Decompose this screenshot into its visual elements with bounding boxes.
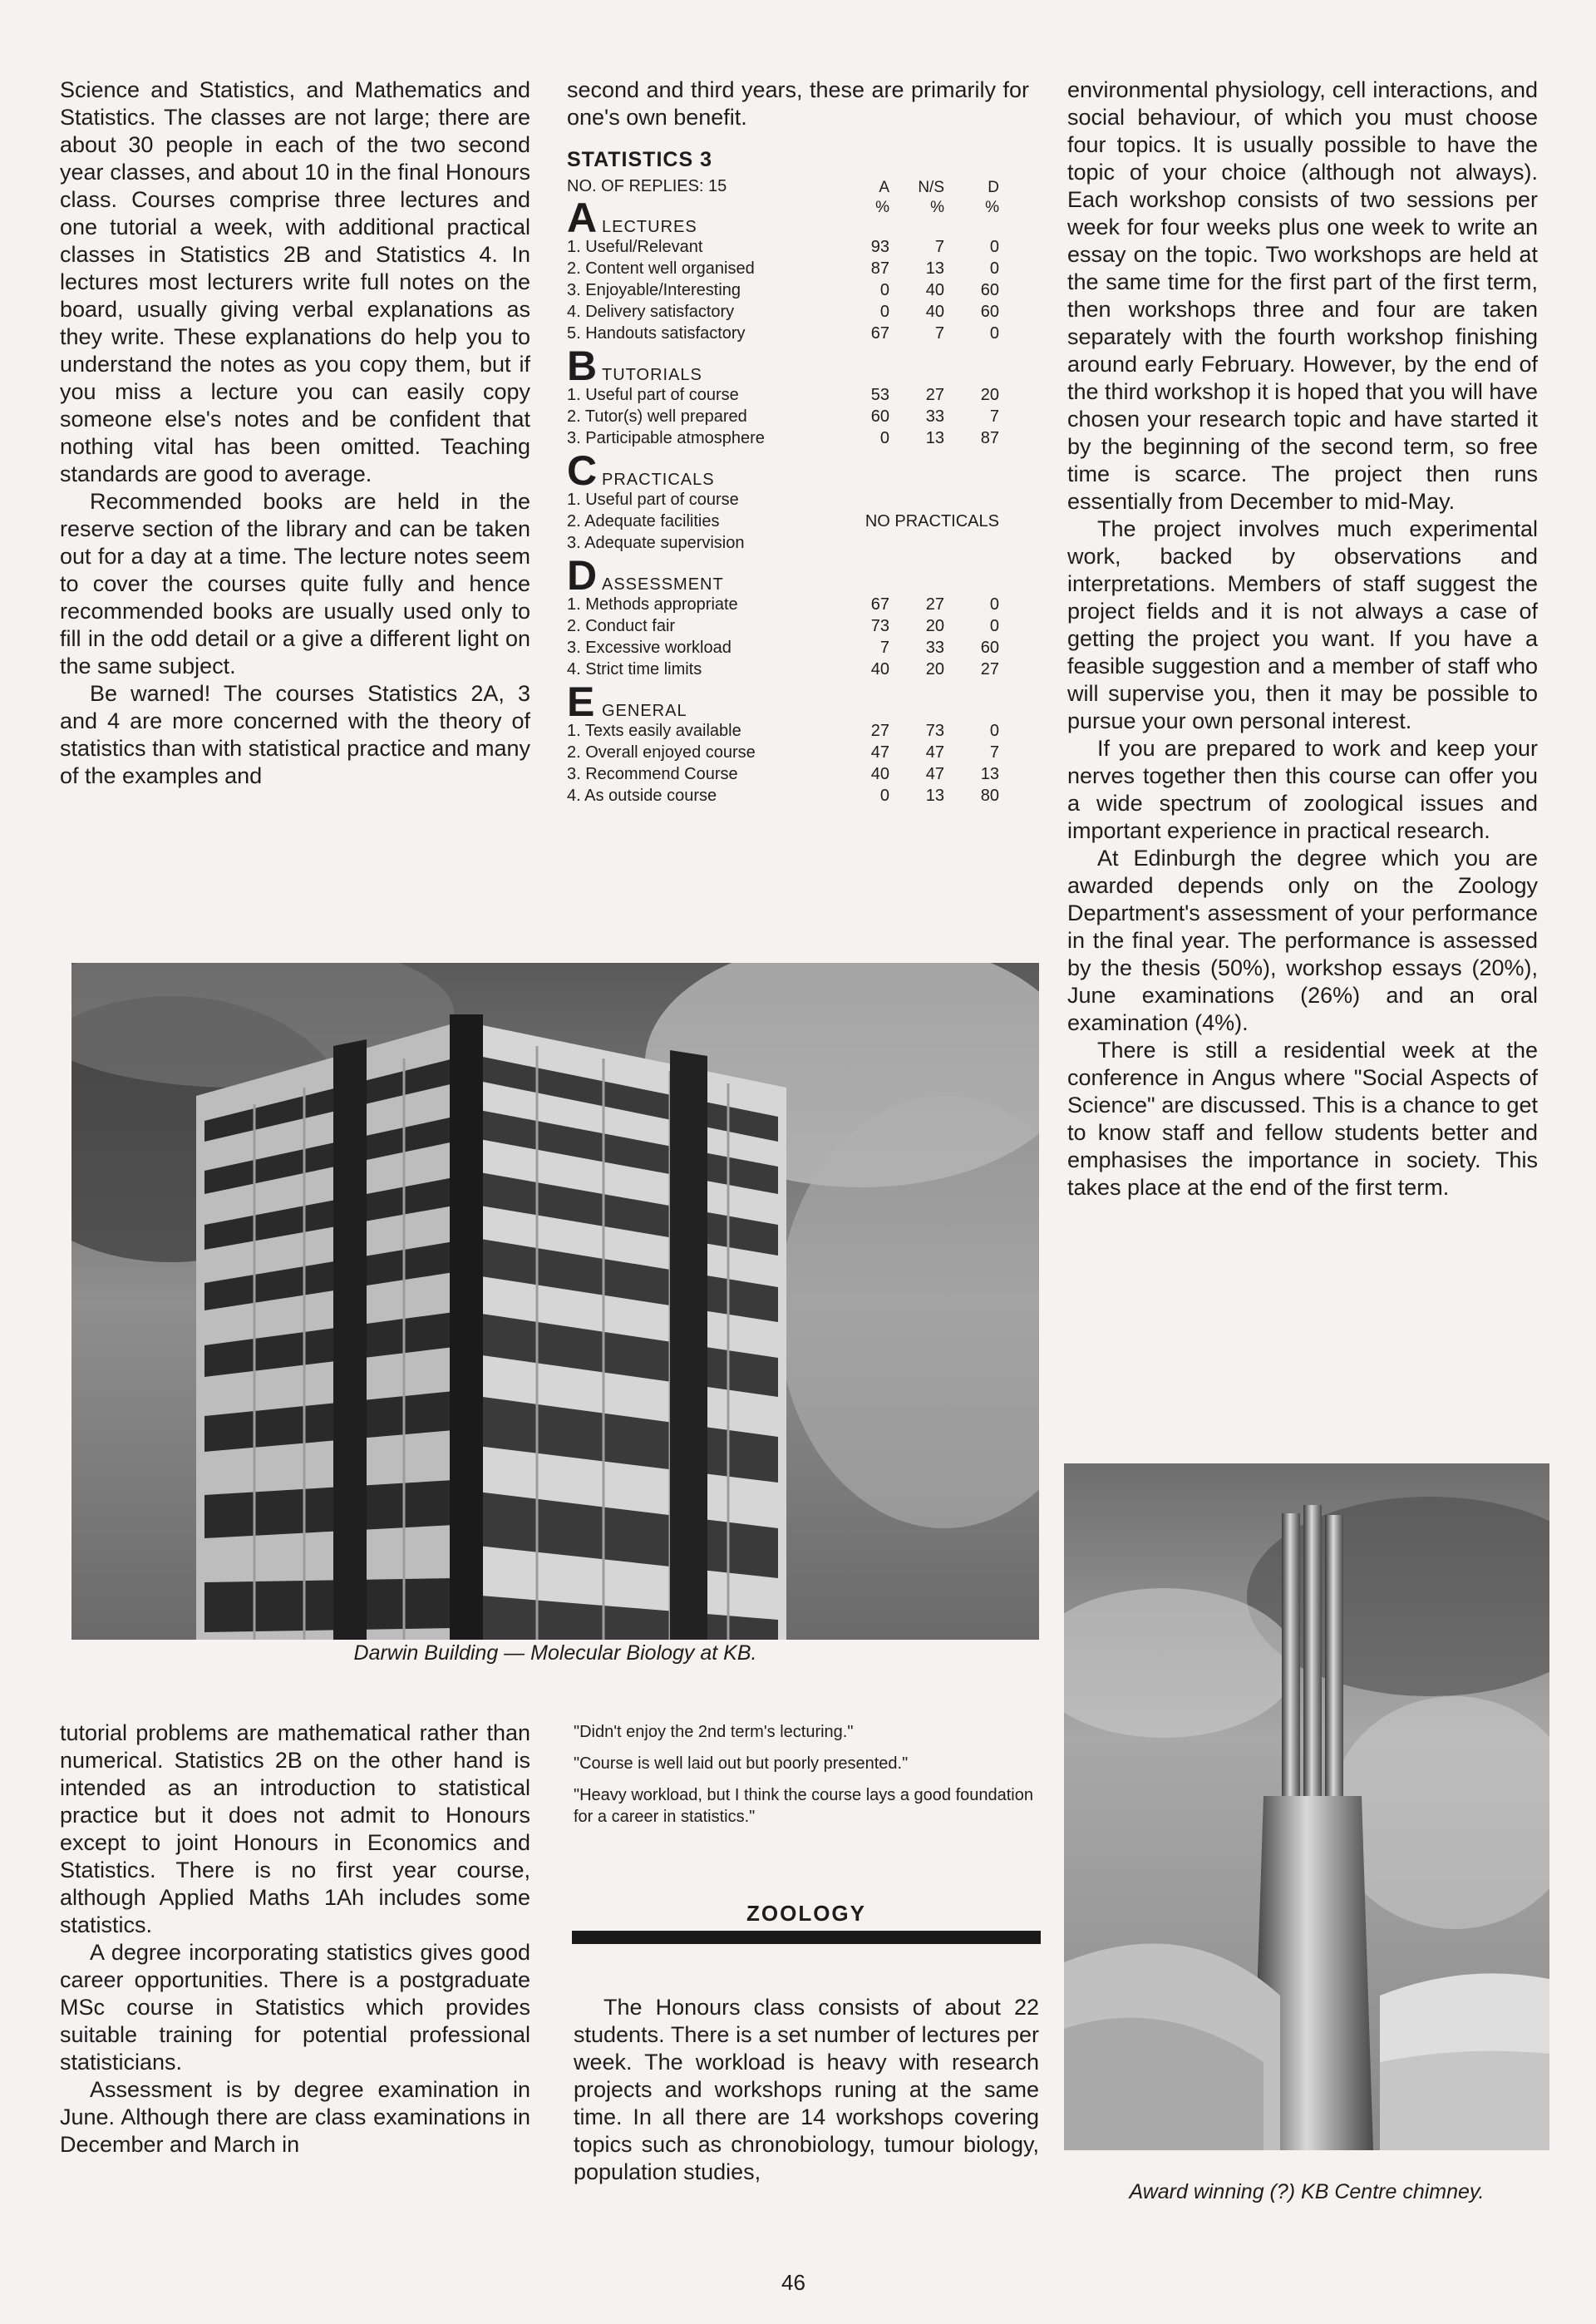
- stats-row: [567, 659, 1029, 680]
- row-value-a: [835, 532, 889, 554]
- row-value-a: 0: [879, 303, 889, 321]
- row-value-d: 0: [989, 238, 999, 256]
- paragraph: At Edinburgh the degree which you are awarded depends only on the Zoology Department's assessment of your performance in the final year. The performance is assessed by the thesis (50%), workshop essays (20%), June examinations (26%) and an oral examination (4%).: [1067, 846, 1538, 1035]
- column-1-bottom-text: [60, 1720, 530, 2159]
- building-photo-image: [71, 963, 1039, 1640]
- row-label: 1. Methods appropriate: [567, 595, 738, 614]
- row-label: 4. As outside course: [567, 787, 717, 805]
- row-value-ns: 33: [925, 407, 944, 426]
- row-label: 3. Adequate supervision: [567, 534, 745, 552]
- quote: "Course is well laid out but poorly presented.": [574, 1754, 909, 1773]
- row-value-a: 67: [870, 595, 889, 614]
- stats-row: [567, 742, 1029, 763]
- stats-row: [567, 279, 1029, 301]
- column-header: N/S: [918, 179, 944, 196]
- row-value-a: 67: [870, 324, 889, 343]
- row-value-d: 60: [980, 281, 999, 299]
- paragraph: tutorial problems are mathematical rather than numerical. Statistics 2B on the other hand is intended as an introduction to statistical practice but it does not admit to Honours except to joint Honours in Economics and Statistics. There is no first year course, although Applied Maths 1Ah includes some statistics.: [60, 1720, 530, 1937]
- row-label: 1. Useful part of course: [567, 386, 739, 404]
- stats-row: [567, 258, 1029, 279]
- chimney-photo: [1064, 1463, 1549, 2150]
- row-value-a: 40: [870, 660, 889, 678]
- student-quotes: [574, 1721, 1039, 1838]
- section-letter: A: [567, 195, 598, 241]
- column-header: A: [879, 179, 889, 196]
- row-value-ns: 13: [925, 787, 944, 805]
- stats-section-header: [567, 447, 1029, 494]
- section-letter: B: [567, 343, 598, 389]
- row-value-d: 0: [989, 617, 999, 635]
- row-value-ns: 20: [925, 617, 944, 635]
- photo1-caption: Darwin Building — Molecular Biology at KB.: [353, 1641, 757, 1665]
- row-value-a: 60: [870, 407, 889, 426]
- row-label: 2. Adequate facilities: [567, 512, 720, 530]
- row-value-ns: 13: [925, 429, 944, 447]
- paragraph: Recommended books are held in the reserve section of the library and can be taken out for a day at a time. The lecture notes seem to cover the courses quite fully and hence recommended books are usually used only to fill in the odd detail or a give a different light on the same subject.: [60, 489, 530, 678]
- row-value-d: 27: [980, 660, 999, 678]
- row-value-d: 87: [980, 429, 999, 447]
- row-value-d: 0: [989, 595, 999, 614]
- row-label: 2. Overall enjoyed course: [567, 743, 756, 762]
- column-2-top: [567, 76, 1029, 807]
- stats-row: [567, 763, 1029, 785]
- stats-row: [567, 489, 1029, 511]
- photo2-caption: Award winning (?) KB Centre chimney.: [1129, 2180, 1485, 2203]
- row-value-ns: 47: [925, 765, 944, 783]
- row-label: 3. Excessive workload: [567, 639, 732, 657]
- row-value-a: 93: [870, 238, 889, 256]
- column-header: D: [988, 179, 999, 196]
- row-value-d: 7: [989, 407, 999, 426]
- stats-row: [567, 532, 1029, 554]
- row-value-a: 0: [879, 429, 889, 447]
- zoology-text: [574, 1994, 1039, 2186]
- stats-row: [567, 720, 1029, 742]
- paragraph: There is still a residential week at the conference in Angus where "Social Aspects of Science" are discussed. This is a chance to get to know staff and fellow students better and emphasises the importance in society. This takes place at the end of the first term.: [1067, 1038, 1538, 1200]
- paragraph: Science and Statistics, and Mathematics and Statistics. The classes are not large; there are about 30 people in each of the two second year classes, and about 10 in the final Honours class. Courses comprise three lectures and one tutorial a week, with additional practical classes in Statistics 2B and Statistics 4. In lectures most lecturers write full notes on the board, usually giving verbal explanations as they write. These explanations do help you to understand the notes as you copy them, but if you miss a lecture you can easily copy someone else's notes and be confident that nothing vital has been omitted. Teaching standards are good to average.: [60, 77, 530, 486]
- row-label: 5. Handouts satisfactory: [567, 324, 746, 343]
- row-value-a: 27: [870, 722, 889, 740]
- stats-row: [567, 236, 1029, 258]
- row-value-ns: 7: [934, 238, 944, 256]
- stats-column-headers: [835, 178, 999, 218]
- row-label: 3. Enjoyable/Interesting: [567, 281, 741, 299]
- stats-row: [567, 406, 1029, 427]
- stats-row: [567, 637, 1029, 659]
- percent-sign: %: [985, 199, 999, 216]
- row-value-ns: 13: [925, 259, 944, 278]
- row-value-d: [944, 489, 999, 511]
- row-label: 3. Recommend Course: [567, 765, 738, 783]
- percent-sign: %: [875, 199, 889, 216]
- row-value-a: 7: [879, 639, 889, 657]
- stats-row: [567, 785, 1029, 807]
- stats-row: [567, 301, 1029, 323]
- row-value-d: 80: [980, 787, 999, 805]
- row-value-a: 73: [870, 617, 889, 635]
- row-value-a: 40: [870, 765, 889, 783]
- row-value-ns: 40: [925, 281, 944, 299]
- stats-title: STATISTICS 3: [567, 148, 712, 171]
- section-title: ASSESSMENT: [602, 575, 724, 594]
- row-label: 2. Content well organised: [567, 259, 755, 278]
- row-value-d: 13: [980, 765, 999, 783]
- row-value-d: 20: [980, 386, 999, 404]
- paragraph: second and third years, these are primarily for one's own benefit.: [567, 77, 1029, 130]
- section-title: PRACTICALS: [602, 471, 715, 489]
- row-value-a: 47: [870, 743, 889, 762]
- heading-rule: [572, 1931, 1041, 1944]
- row-label: 2. Tutor(s) well prepared: [567, 407, 747, 426]
- paragraph: A degree incorporating statistics gives good career opportunities. There is a postgraduate MSc course in Statistics which provides suitable training for potential professional statisticians.: [60, 1940, 530, 2075]
- paragraph: Assessment is by degree examination in June. Although there are class examinations in December and March in: [60, 2077, 530, 2157]
- row-value-d: 60: [980, 639, 999, 657]
- stats-row: [567, 615, 1029, 637]
- percent-sign: %: [930, 199, 944, 216]
- column-3-text: [1067, 76, 1538, 1201]
- paragraph: The Honours class consists of about 22 students. There is a set number of lectures per week. The workload is heavy with research projects and workshops runing at the same time. In all there are 14 workshops covering topics such as chronobiology, tumour biology, population studies,: [574, 1995, 1039, 2184]
- section-title: TUTORIALS: [602, 366, 702, 384]
- zoology-heading: ZOOLOGY: [746, 1901, 866, 1926]
- paragraph: Be warned! The courses Statistics 2A, 3 and 4 are more concerned with the theory of statistics than with statistical practice and many of the examples and: [60, 681, 530, 788]
- row-value-ns: 33: [925, 639, 944, 657]
- row-value-ns: 40: [925, 303, 944, 321]
- row-value-ns: 47: [925, 743, 944, 762]
- stats-replies: NO. OF REPLIES: 15: [567, 177, 727, 195]
- stats-section-header: [567, 678, 1029, 725]
- section-letter: E: [567, 678, 595, 725]
- row-value-d: 0: [989, 324, 999, 343]
- row-value-ns: 73: [925, 722, 944, 740]
- quote: "Heavy workload, but I think the course lays a good foundation for a career in statistics.": [574, 1786, 1033, 1826]
- stats-row: [567, 594, 1029, 615]
- stats-section-header: [567, 552, 1029, 599]
- row-value-a: 87: [870, 259, 889, 278]
- row-label: 3. Participable atmosphere: [567, 429, 765, 447]
- section-title: GENERAL: [602, 702, 687, 720]
- row-value-ns: [889, 532, 944, 554]
- page-number: 46: [781, 2270, 805, 2295]
- darwin-building-photo: [71, 963, 1039, 1640]
- row-value-ns: [889, 489, 944, 511]
- column-1-text: [60, 76, 530, 790]
- stats-row: [567, 511, 1029, 532]
- row-value-ns: 7: [934, 324, 944, 343]
- row-value-d: 0: [989, 259, 999, 278]
- row-value-ns: 27: [925, 386, 944, 404]
- stats-row: [567, 323, 1029, 344]
- row-note: NO PRACTICALS: [864, 512, 999, 530]
- row-label: 1. Useful part of course: [567, 491, 739, 509]
- paragraph: environmental physiology, cell interactions, and social behaviour, of which you must choose four topics. It is usually possible to have the topic of your choice (although not always). Each workshop consists of two sessions per week for four weeks plus one week to write an essay on the topic. Two workshops are held at the same time for the first part of the first term, then workshops three and four are taken separately with the fourth workshop finishing around early February. However, by the end of the third workshop it is hoped that you will have chosen your research topic and have started it by the beginning of the second term, so free time is scarce. The project then runs essentially from December to mid-May.: [1067, 77, 1538, 514]
- row-label: 2. Conduct fair: [567, 617, 676, 635]
- paragraph: The project involves much experimental work, backed by observations and interpretations. Members of staff suggest the project fields and it is not always a case of getting the project you want. If you have a feasible suggestion and a member of staff who will supervise you, then it may be possible to pursue your own personal interest.: [1067, 516, 1538, 733]
- stats-row: [567, 384, 1029, 406]
- row-label: 4. Strict time limits: [567, 660, 702, 678]
- quote: "Didn't enjoy the 2nd term's lecturing.": [574, 1723, 854, 1741]
- section-letter: D: [567, 552, 598, 599]
- row-value-ns: 20: [925, 660, 944, 678]
- section-title: LECTURES: [602, 218, 697, 236]
- chimney-photo-image: [1064, 1463, 1549, 2150]
- section-letter: C: [567, 447, 598, 494]
- row-value-a: 53: [870, 386, 889, 404]
- row-value-a: 0: [879, 787, 889, 805]
- row-value-d: [944, 532, 999, 554]
- paragraph: If you are prepared to work and keep your nerves together then this course can offer you a wide spectrum of zoological issues and important experience in practical research.: [1067, 736, 1538, 843]
- row-label: 1. Texts easily available: [567, 722, 741, 740]
- stats-row: [567, 427, 1029, 449]
- row-value-d: 0: [989, 722, 999, 740]
- row-value-d: 60: [980, 303, 999, 321]
- row-value-a: [835, 489, 889, 511]
- row-value-a: 0: [879, 281, 889, 299]
- row-label: 1. Useful/Relevant: [567, 238, 703, 256]
- row-value-ns: 27: [925, 595, 944, 614]
- row-label: 4. Delivery satisfactory: [567, 303, 735, 321]
- stats-section-header: [567, 343, 1029, 389]
- row-value-d: 7: [989, 743, 999, 762]
